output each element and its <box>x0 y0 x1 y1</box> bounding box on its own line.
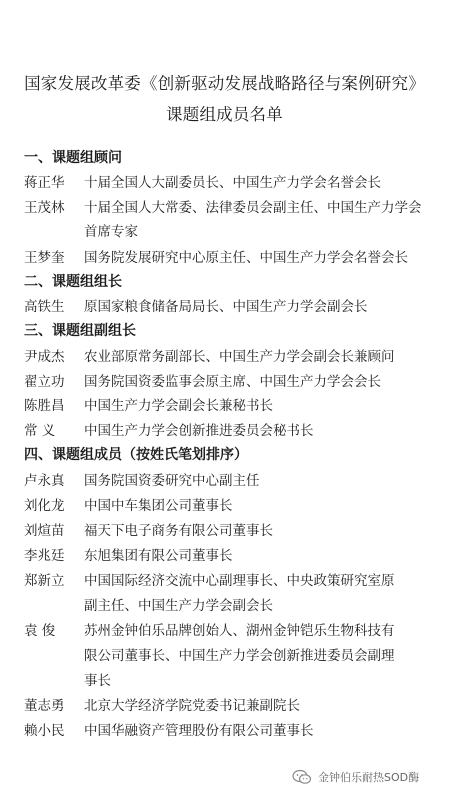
member-name: 李兆廷 <box>24 548 65 564</box>
member-title: 原国家粮食储备局局长、中国生产力学会副会长 <box>84 299 368 315</box>
member-name: 翟立功 <box>24 374 65 390</box>
member-title: 中国生产力学会创新推进委员会秘书长 <box>84 423 314 439</box>
member-name: 尹成杰 <box>24 349 65 365</box>
section-heading-deputy-leaders: 三、课题组副组长 <box>24 323 136 339</box>
member-title: 十届全国人大副委员长、中国生产力学会名誉会长 <box>84 175 381 191</box>
document-title: 国家发展改革委《创新驱动发展战略路径与案例研究》 <box>24 74 425 93</box>
member-title: 国务院发展研究中心原主任、中国生产力学会名誉会长 <box>84 250 408 266</box>
member-title: 中国华融资产管理股份有限公司董事长 <box>84 723 314 739</box>
member-name: 刘化龙 <box>24 498 65 514</box>
member-title: 十届全国人大常委、法律委员会副主任、中国生产力学会 <box>84 200 422 216</box>
member-name: 董志勇 <box>24 698 65 714</box>
member-title: 事长 <box>84 673 111 689</box>
member-title: 福天下电子商务有限公司董事长 <box>84 523 273 539</box>
member-name: 陈胜昌 <box>24 398 65 414</box>
document-subtitle: 课题组成员名单 <box>166 105 283 124</box>
member-title: 首席专家 <box>84 224 138 240</box>
member-title: 限公司董事长、中国生产力学会创新推进委员会副理 <box>84 648 395 664</box>
member-name: 常 义 <box>24 423 56 439</box>
section-heading-members: 四、课题组成员（按姓氏笔划排序） <box>24 447 248 463</box>
member-title: 副主任、中国生产力学会副会长 <box>84 598 273 614</box>
member-title: 苏州金钟伯乐品牌创始人、湖州金钟铠乐生物科技有 <box>84 623 395 639</box>
wechat-icon <box>292 769 312 785</box>
member-name: 袁 俊 <box>24 623 56 639</box>
member-name: 郑新立 <box>24 573 65 589</box>
member-title: 中国生产力学会副会长兼秘书长 <box>84 398 273 414</box>
member-name: 刘煊苗 <box>24 523 65 539</box>
member-title: 中国国际经济交流中心副理事长、中央政策研究室原 <box>84 573 395 589</box>
section-heading-leader: 二、课题组组长 <box>24 274 122 290</box>
member-name: 王梦奎 <box>24 250 65 266</box>
watermark-text: 金钟伯乐耐热SOD酶 <box>318 771 420 784</box>
member-name: 卢永真 <box>24 473 65 489</box>
member-name: 蒋正华 <box>24 175 65 191</box>
member-title: 中国中车集团公司董事长 <box>84 498 233 514</box>
member-name: 赖小民 <box>24 723 65 739</box>
member-name: 高铁生 <box>24 299 65 315</box>
wechat-watermark <box>292 769 419 785</box>
member-title: 国务院国资委监事会原主席、中国生产力学会会长 <box>84 374 381 390</box>
member-title: 北京大学经济学院党委书记兼副院长 <box>84 698 300 714</box>
member-title: 国务院国资委研究中心副主任 <box>84 473 260 489</box>
member-title: 农业部原常务副部长、中国生产力学会副会长兼顾问 <box>84 349 395 365</box>
member-name: 王茂林 <box>24 200 65 216</box>
section-heading-advisors: 一、课题组顾问 <box>24 150 122 166</box>
member-title: 东旭集团有限公司董事长 <box>84 548 233 564</box>
